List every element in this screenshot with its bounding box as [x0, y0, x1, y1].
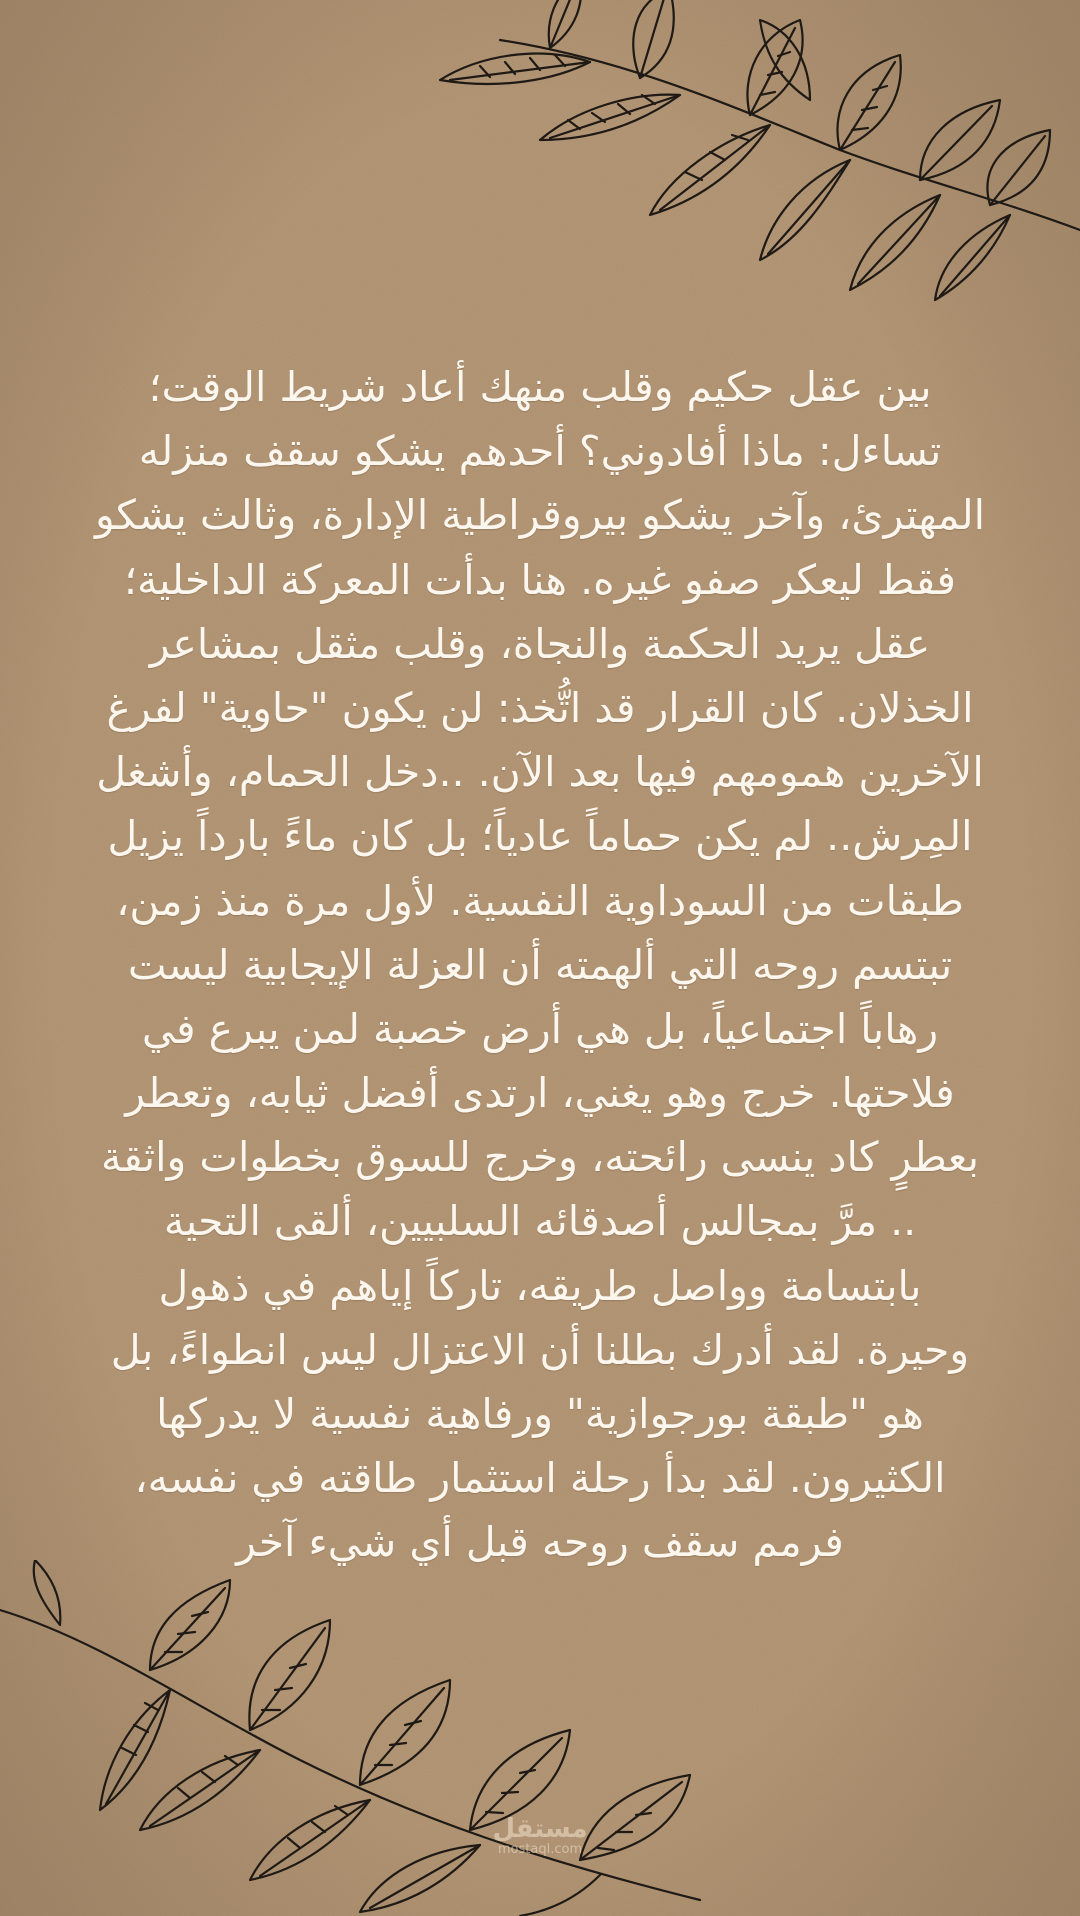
story-line: الخذلان. كان القرار قد اتُّخذ: لن يكون "حاوية" لفرغ [106, 683, 974, 732]
story-line: فلاحتها. خرج وهو يغني، ارتدى أفضل ثيابه، وتعطر [125, 1069, 955, 1118]
story-line: رهاباً اجتماعياً، بل هي أرض خصبة لمن يبرع في [141, 1004, 939, 1053]
watermark-logo [470, 1815, 610, 1857]
story-line: طبقات من السوداوية النفسية. لأول مرة منذ زمن، [116, 876, 964, 925]
story-line: الكثيرون. لقد بدأ رحلة استثمار طاقته في نفسه، [134, 1454, 946, 1503]
story-line: بعطرٍ كاد ينسى رائحته، وخرج للسوق بخطوات واثقة [101, 1133, 979, 1182]
story-line: عقل يريد الحكمة والنجاة، وقلب مثقل بمشاعر [149, 619, 931, 668]
story-line: وحيرة. لقد أدرك بطلنا أن الاعتزال ليس انطواءً، بل [110, 1325, 970, 1374]
story-line: .. مرَّ بمجالس أصدقائه السلبيين، ألقى التحية [163, 1197, 917, 1246]
story-line: فقط ليعكر صفو غيره. هنا بدأت المعركة الداخلية؛ [123, 555, 957, 604]
story-line: بابتسامة وواصل طريقه، تاركاً إياهم في ذهول [158, 1261, 922, 1310]
story-text [40, 355, 1040, 1575]
story-line: المهترئ، وآخر يشكو بيروقراطية الإدارة، وثالث يشكو [95, 491, 985, 540]
story-line: فرمم سقف روحه قبل أي شيء آخر [236, 1518, 844, 1567]
story-line: تبتسم روحه التي ألهمته أن العزلة الإيجابية ليست [127, 940, 953, 989]
story-line: المِرش.. لم يكن حماماً عادياً؛ بل كان ماءً بارداً يزيل [107, 812, 973, 861]
leafy-branch-top-icon [380, 0, 1080, 320]
watermark-text: مستقل [492, 1814, 588, 1844]
watermark-url: mostaql.com [497, 1842, 583, 1857]
story-line: الآخرين همومهم فيها بعد الآن. ..دخل الحمام، وأشغل [96, 748, 984, 797]
leafy-branch-bottom-icon [0, 1560, 760, 1916]
story-line: بين عقل حكيم وقلب منهك أعاد شريط الوقت؛ [148, 363, 932, 411]
story-line: تساءل: ماذا أفادوني؟ أحدهم يشكو سقف منزله [138, 427, 942, 476]
story-line: هو "طبقة بورجوازية" ورفاهية نفسية لا يدركها [156, 1390, 924, 1438]
